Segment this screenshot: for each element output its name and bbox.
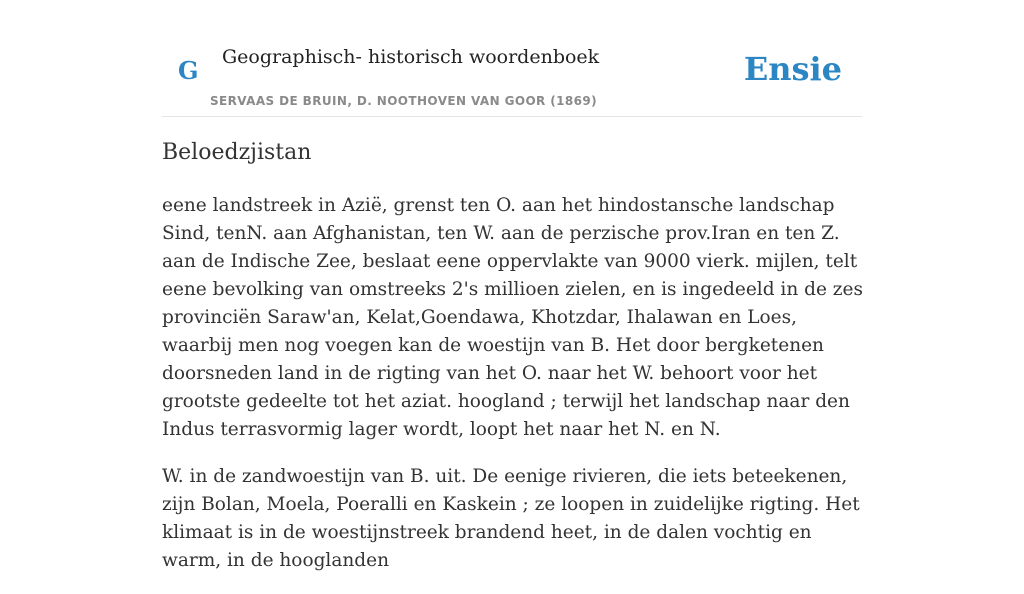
ensie-logo[interactable]: Ensie <box>743 50 842 88</box>
entry-body <box>162 192 872 594</box>
book-header <box>162 0 862 117</box>
book-author: SERVAAS DE BRUIN, D. NOOTHOVEN VAN GOOR (1869) <box>210 94 598 108</box>
entry-paragraph: W. in de zandwoestijn van B. uit. De eenige rivieren, die iets beteekenen, zijn Bolan, Moela, Poeralli en Kaskein ; ze loopen in zuidelijke rigting. Het klimaat is in de woestijnstreek brandend heet, in de dalen vochtig en warm, in de hooglanden <box>162 466 860 571</box>
book-logo[interactable]: G <box>178 56 199 85</box>
content-column <box>162 0 863 571</box>
entry-title: Beloedzjistan <box>162 140 312 165</box>
entry-paragraph: eene landstreek in Azië, grenst ten O. aan het hindostansche landschap Sind, tenN. aan Afghanistan, ten W. aan de perzische prov.Iran en ten Z. aan de Indische Zee, beslaat eene oppervlakte van 9000 vierk. mijlen, telt eene bevolking van omstreeks 2's millioen zielen, en is ingedeeld in de zes provinciën Saraw'an, Kelat,Goendawa, Khotzdar, Ihalawan en Loes, waarbij men nog voegen kan de woestijn van B. Het door bergketenen doorsneden land in de rigting van het O. naar het W. behoort voor het grootste gedeelte tot het aziat. hoogland ; terwijl het landschap naar den Indus terrasvormig lager wordt, loopt het naar het N. en N. <box>162 195 863 440</box>
book-title[interactable]: Geographisch- historisch woordenboek <box>222 46 600 68</box>
